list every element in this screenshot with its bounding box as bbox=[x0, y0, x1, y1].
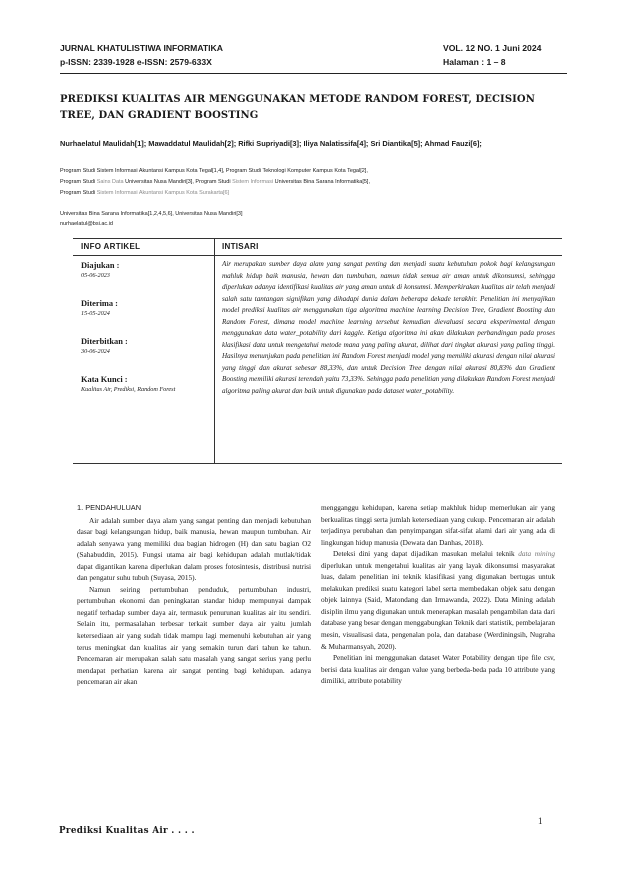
article-info-heading: INFO ARTIKEL bbox=[81, 242, 141, 251]
article-info-column bbox=[81, 260, 207, 412]
keywords-label: Kata Kunci : bbox=[81, 375, 128, 384]
body-column-left bbox=[77, 502, 311, 688]
university-block bbox=[60, 209, 567, 229]
affiliation-line-1: Program Studi Sistem Informasi Akuntansi Kampus Kota Tegal[1,4], Program Studi Teknologi Komputer Kampus Kota Tegal[2], bbox=[60, 168, 368, 174]
published-date: 30-06-2024 bbox=[81, 348, 110, 355]
affiliations bbox=[60, 166, 567, 199]
affiliation-line-3: Program Studi Sistem Informasi Akuntansi Kampus Kota Surakarta[6] bbox=[60, 190, 230, 196]
university-line: Universitas Bina Sarana Informatika[1,2,4,5,6], Universitas Nusa Mandiri[3] bbox=[60, 211, 243, 217]
table-header-rule bbox=[73, 255, 562, 256]
table-bottom-rule bbox=[73, 463, 562, 464]
affiliation-line-2: Program Studi Sains Data Universitas Nusa Mandiri[3], Program Studi Sistem Informasi Universitas Bina Sarana Informatika[5], bbox=[60, 179, 370, 185]
section-heading: 1. PENDAHULUAN bbox=[77, 503, 142, 512]
data-mining-term: data mining bbox=[518, 549, 555, 559]
published-label: Diterbitkan : bbox=[81, 337, 128, 346]
author-list: Nurhaelatul Maulidah[1]; Mawaddatul Maulidah[2]; Rifki Supriyadi[3]; Iliya Nalatissifa[4]; Sri Diantika[5]; Ahmad Fauzi[6]; bbox=[60, 139, 482, 148]
table-top-rule bbox=[73, 238, 562, 239]
keywords: Kualitas Air, Prediksi, Random Forest bbox=[81, 386, 176, 393]
paragraph: Air adalah sumber daya alam yang sangat penting dan menjadi kebutuhan dasar bagi kelangsungan hidup, baik manusia, hewan maupun tumbuhan. Air adalah senyawa yang memiliki dua bagian hidrogen (H) dan satu bagian O2 (Sahabuddin, 2015). Fungsi utama air bagi kehidupan adalah mutlak/tidak dapat digantikan karena diperlukan dalam proses fotosintesis, distribusi nutrisi dan pengatur suhu tubuh (Suyasa, 2015). bbox=[77, 515, 311, 583]
header-divider bbox=[60, 73, 567, 74]
author-email[interactable]: nurhaelatul@bsi.ac.id bbox=[60, 221, 113, 227]
journal-volume: VOL. 12 NO. 1 Juni 2024 bbox=[443, 43, 542, 53]
journal-header bbox=[60, 41, 567, 69]
article-info-table bbox=[73, 238, 562, 464]
paragraph: Namun seiring pertumbuhan penduduk, pertumbuhan industri, pertumbuhan ekonomi dan peningkatan standar hidup mempunyai dampak negatif terhadap sumber daya air, termasuk penurunan kualitas air itu sendiri. Selain itu, permasalahan terbesar terkait sumber daya air yaitu jumlah ketersediaan air yang sudah tidak mampu lagi memenuhi kebutuhan air yang terus meningkat dan kualitas air yang semakin turun dari tahun ke tahun. Pencemaran air merupakan salah satu masalah yang sangat serius yang perlu mendapat perhatian karena air sangat penting bagi kehidupan. adanya pencemaran air akan bbox=[77, 584, 311, 687]
footer-running-title: Prediksi Kualitas Air . . . . bbox=[59, 826, 195, 836]
paragraph: mengganggu kehidupan, karena setiap makhluk hidup memerlukan air yang berkualitas tinggi serta jumlah ketersediaan yang cukup. Pencemaran air adalah terjadinya perubahan dan penyimpangan sifat-sifat alami dari air yang ada di lingkungan hidup manusia (Dewata dan Danhas, 2018). bbox=[321, 503, 555, 547]
abstract-heading: INTISARI bbox=[222, 242, 259, 251]
body-column-right bbox=[321, 502, 555, 687]
abstract-text: Air merupakan sumber daya alam yang sangat penting dan menjadi suatu kebutuhan pokok bagi kelangsungan mahluk hidup baik manusia, hewan dan tumbuhan, namun tidak semua air aman untuk dikonsumsi, sehingga diperlukan adanya identifikasi kualitas air yang aman untuk di konsumsi. Memperkirakan kualitas air telah menjadi salah satu tantangan signifikan yang dihadapi dunia dalam beberapa dekade terakhir. Penelitian ini menyajikan model prediksi kualitas air menggunakan tiga algoritma machine learning Decision Tree, Gradient Boosting dan Random Forest, dimana model machine learning tersebut kemudian dievaluasi secara eksperimental dengan menggunakan data water_potability dari kaggle. Ketiga algoritma ini akan dilakukan perbandingan pada proses klasifikasi data untuk mengetahui metode mana yang paling akurat, dilihat dari tingkat akurasi yang paling tinggi. Hasilnya menunjukan pada penelitian ini Random Forest menjadi model yang memiliki akurasi dengan nilai akurasi yang tinggi dan akurat sebesar 88,33%, dan untuk Decision Tree dengan nilai akurasi 80,83% dan Gradient Boosting memiliki akurasi terendah yaitu 73,33%. Sehingga pada penelitian yang dilakukan Random Forest menjadi algoritma paling akurat dan baik untuk digunakan pada dataset water_potability. bbox=[222, 260, 555, 396]
paper-title: PREDIKSI KUALITAS AIR MENGGUNAKAN METODE RANDOM FOREST, DECISION TREE, DAN GRADIENT BOOSTING bbox=[60, 94, 535, 121]
journal-name: JURNAL KHATULISTIWA INFORMATIKA bbox=[60, 43, 223, 53]
accepted-date: 15-05-2024 bbox=[81, 310, 110, 317]
paragraph: Deteksi dini yang dapat dijadikan masukan melalui teknik data mining diperlukan untuk mengetahui kualitas air yang layak dikonsumsi masyarakat luas, dalam penelitian ini teknik klasifikasi yang digunakan bertugas untuk melakukan prediksi suatu kategori label serta membedakan objek satu dengan objek lainnya (Said, Matondang dan Irmawanda, 2022). Data Mining adalah disiplin ilmu yang digunakan untuk menerapkan masalah pengambilan data dari database yang besar dengan menggabungkan Teknik dari statistik, pembelajaran mesin, visualisasi data, pengenalan pola, dan database (Werdiningsih, Nugraha & Muharmansyah, 2020). bbox=[321, 549, 555, 651]
received-date: 05-06-2023 bbox=[81, 272, 110, 279]
received-label: Diajukan : bbox=[81, 261, 120, 270]
journal-issn: p-ISSN: 2339-1928 e-ISSN: 2579-633X bbox=[60, 57, 212, 67]
table-column-divider bbox=[214, 238, 215, 464]
paragraph: Penelitian ini menggunakan dataset Water Potability dengan tipe file csv, berisi data kualitas air dengan value yang berbeda-beda pada 10 attribute yang dimiliki, attribute potability bbox=[321, 653, 555, 686]
page-number: 1 bbox=[538, 816, 543, 826]
accepted-label: Diterima : bbox=[81, 299, 118, 308]
journal-pages: Halaman : 1 – 8 bbox=[443, 57, 506, 67]
